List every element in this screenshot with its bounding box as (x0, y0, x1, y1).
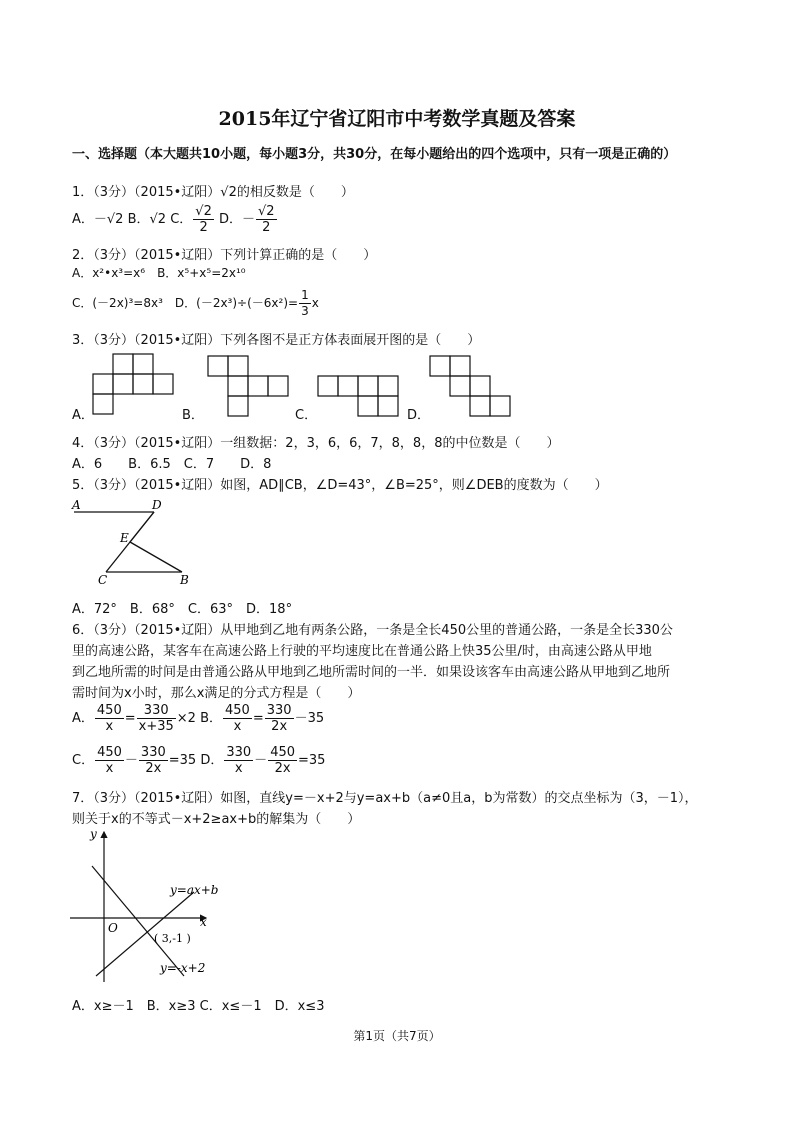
q6-option-d-label: D． (200, 753, 224, 768)
question-5-options: A．72° B．68° C．63° D．18° (72, 602, 293, 617)
q1-option-b: B．√2 (127, 212, 167, 227)
line-eb (130, 542, 182, 572)
q6-b-frac-1 (223, 703, 252, 734)
y-axis-label: y (90, 827, 97, 841)
net-c (318, 376, 398, 416)
q6-b-den-1: x (233, 719, 242, 734)
line-de (130, 512, 154, 542)
q1-frac-c-den: 2 (199, 220, 208, 235)
question-7-options: A．x≥－1 B．x≥3 C．x≤－1 D．x≤3 (72, 999, 325, 1014)
question-2-stem: 2．（3分）（2015•辽阳）下列计算正确的是（ ） (72, 248, 377, 263)
q6-d-num-2: 450 (270, 745, 296, 760)
q6-b-tail: －35 (294, 711, 325, 726)
q2-frac-den: 3 (301, 304, 309, 318)
q6-a-den-2: x+35 (138, 719, 174, 734)
question-6-options-ab (72, 703, 324, 734)
q6-c-frac-1 (95, 745, 124, 776)
q5-geometry-figure (68, 496, 198, 588)
q6-d-den-2: 2x (274, 761, 291, 776)
point-d-label: D (152, 498, 162, 512)
q6-c-tail: =35 (168, 753, 197, 768)
question-1-stem (72, 181, 354, 200)
line-neg-x-plus-2-label: y=-x+2 (160, 961, 206, 975)
question-6-options-cd (72, 745, 325, 776)
intersection-point-label: ( 3,-1 ) (154, 932, 191, 945)
point-a-label: A (72, 498, 81, 512)
q1-stem-prefix: 1．（3分）（2015•辽阳） (72, 185, 221, 200)
q6-a-eq: = (124, 711, 136, 726)
page-footer: 第1页（共7页） (353, 1029, 441, 1043)
q1-frac-d-den: 2 (262, 220, 271, 235)
q6-d-frac-1 (224, 745, 253, 776)
q6-d-tail: =35 (298, 753, 326, 768)
point-e-label: E (120, 531, 129, 545)
q6-a-tail: ×2 (176, 711, 196, 726)
q1-stem-sqrt: √2 (220, 185, 237, 200)
section-heading: 一、选择题（本大题共10小题，每小题3分，共30分，在每小题给出的四个选项中，只有一项是正确的） (72, 147, 677, 162)
q6-b-den-2: 2x (271, 719, 288, 734)
question-6-line-4: 需时间为x小时，那么x满足的分式方程是（ ） (72, 686, 361, 701)
question-6-line-1: 6．（3分）（2015•辽阳）从甲地到乙地有两条公路，一条是全长450公里的普通公路，一条是全长330公 (72, 623, 673, 638)
q6-c-op: － (124, 753, 138, 768)
q6-b-frac-2 (265, 703, 294, 734)
question-5-stem: 5．（3分）（2015•辽阳）如图，AD∥CB，∠D=43°，∠B=25°，则∠DEB的度数为（ ） (72, 478, 608, 493)
q6-a-num-1: 450 (96, 703, 122, 718)
q6-c-num-2: 330 (140, 745, 166, 760)
question-7-line-1: 7．（3分）（2015•辽阳）如图，直线y=－x+2与y=ax+b（a≠0且a，b为常数）的交点坐标为（3，－1）， (72, 791, 698, 806)
q6-option-c-label: C． (72, 753, 95, 768)
q2-option-d-tail: x (311, 296, 319, 310)
q2-frac-num: 1 (301, 288, 309, 302)
question-6-line-2: 里的高速公路，某客车在高速公路上行驶的平均速度比在普通公路上快35公里/时，由高速公路从甲地 (72, 644, 652, 659)
q6-c-frac-2 (139, 745, 168, 776)
q2-option-cd-text: C．(－2x)³=8x³ D．(－2x³)÷(－6x²)= (72, 296, 299, 310)
question-3-stem: 3．（3分）（2015•辽阳）下列各图不是正方体表面展开图的是（ ） (72, 333, 481, 348)
net-label-b: B． (182, 408, 204, 423)
q6-b-num-1: 450 (225, 703, 250, 718)
q1-fraction-d (256, 204, 277, 235)
net-a (93, 354, 173, 414)
q6-a-den-1: x (105, 719, 114, 734)
q1-frac-c-num: √2 (195, 204, 212, 219)
q2-fraction (299, 288, 311, 319)
q6-c-den-2: 2x (145, 761, 162, 776)
q6-option-a-label: A． (72, 711, 94, 726)
question-4-stem: 4．（3分）（2015•辽阳）一组数据：2，3，6，6，7，8，8，8的中位数是（ ） (72, 436, 560, 451)
point-c-label: C (98, 573, 108, 587)
cube-nets-figure (72, 352, 432, 424)
page-title: 2015年辽宁省辽阳市中考数学真题及答案 (218, 108, 576, 130)
q1-option-c: C． (170, 212, 193, 227)
net-label-a: A． (72, 408, 94, 423)
q6-c-den-1: x (105, 761, 114, 776)
q6-d-num-1: 330 (226, 745, 252, 760)
q1-frac-d-num: √2 (258, 204, 275, 219)
question-1-options (72, 204, 278, 235)
question-6-line-3: 到乙地所需的时间是由普通公路从甲地到乙地所需时间的一半．如果设该客车由高速公路从甲地到乙地所 (72, 665, 671, 680)
q6-a-frac-1 (95, 703, 124, 734)
q6-a-frac-2 (137, 703, 176, 734)
question-7-line-2: 则关于x的不等式－x+2≥ax+b的解集为（ ） (72, 812, 361, 827)
q6-b-num-2: 330 (266, 703, 292, 718)
point-b-label: B (180, 573, 189, 587)
q1-stem-suffix: 的相反数是（ ） (236, 185, 354, 200)
question-4-options: A．6 B．6.5 C．7 D．8 (72, 457, 272, 472)
question-2-options-ab: A．x²•x³=x⁶ B．x⁵+x⁵=2x¹⁰ (72, 266, 246, 280)
q6-b-eq: = (252, 711, 264, 726)
q1-option-d: D．－ (219, 212, 256, 227)
q1-option-a: A．－√2 (72, 212, 124, 227)
net-label-c: C． (295, 408, 318, 423)
q7-line-graph (66, 826, 226, 986)
q6-d-frac-2 (268, 745, 297, 776)
question-2-options-cd (72, 288, 319, 319)
net-d-figure (428, 352, 528, 424)
q6-d-den-1: x (234, 761, 243, 776)
q6-option-b-label: B． (200, 711, 223, 726)
line-ax-plus-b-label: y=ax+b (170, 883, 219, 897)
x-axis-label: x (200, 915, 207, 929)
q6-a-num-2: 330 (137, 703, 176, 719)
q1-fraction-c (193, 204, 214, 235)
net-label-d: D． (407, 408, 431, 423)
net-b (208, 356, 288, 416)
q6-d-op: － (254, 753, 268, 768)
q6-c-num-1: 450 (97, 745, 122, 760)
origin-label: O (108, 921, 118, 935)
